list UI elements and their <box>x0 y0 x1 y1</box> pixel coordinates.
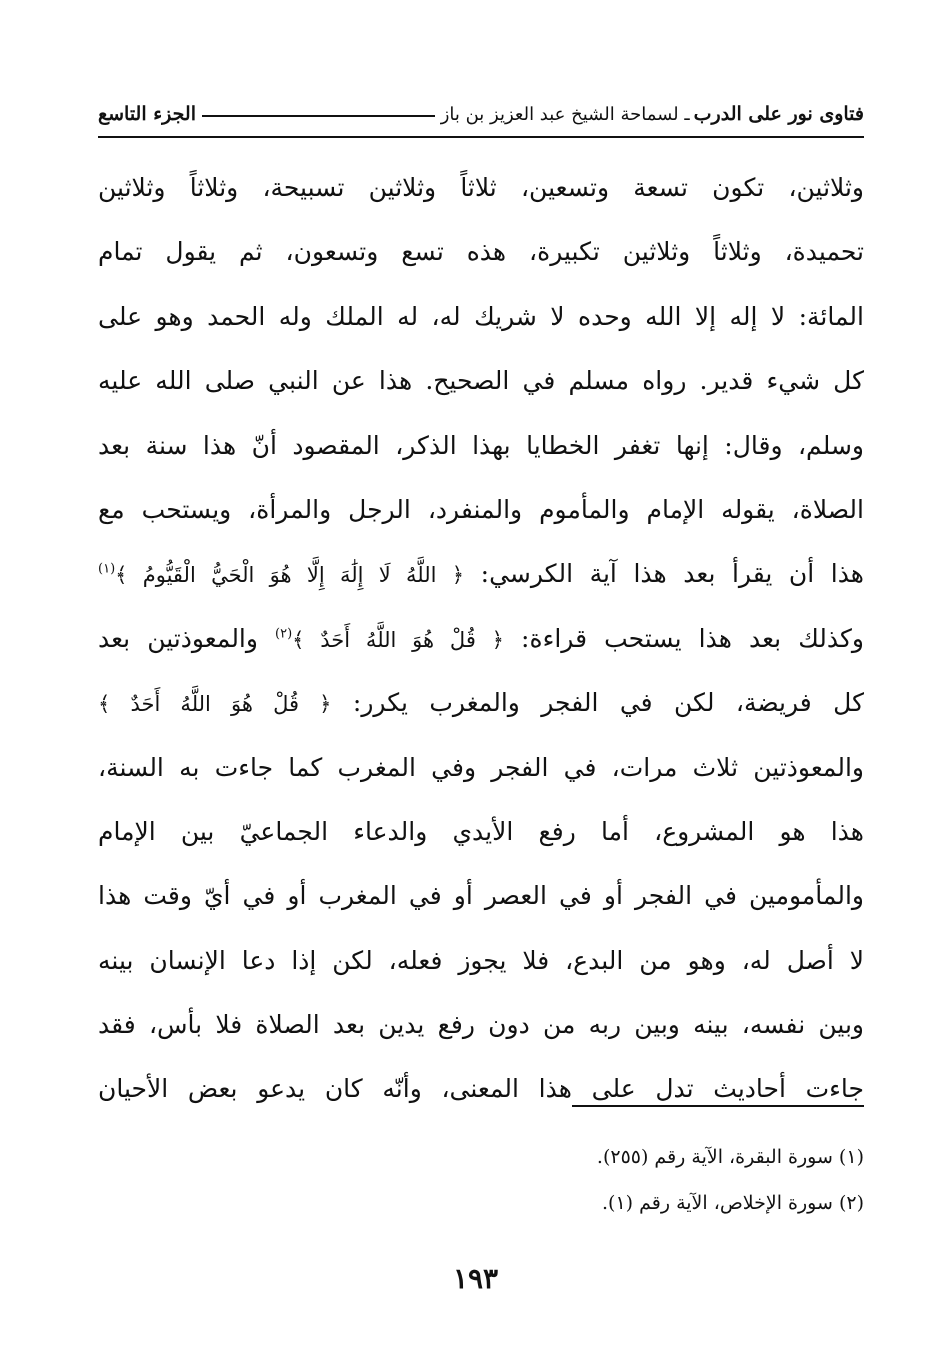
line-text: كل فريضة، لكن في الفجر والمغرب يكرر: <box>331 688 864 718</box>
quran-verse: ﴿ قُلْ هُوَ اللَّهُ أَحَدٌ ﴾ <box>98 692 332 717</box>
footnote-marker: (٢) <box>275 626 293 642</box>
text-line: تحميدة، وثلاثاً وثلاثين تكبيرة، هذه تسع وتسعون، ثم يقول تمام <box>98 237 864 267</box>
text-line: هذا هو المشروع، أما رفع الأيدي والدعاء الجماعيّ بين الإمام <box>98 816 864 846</box>
text-line: وسلم، وقال: إنها تغفر الخطايا بهذا الذكر، المقصود أنّ هذا سنة بعد <box>98 430 864 460</box>
footnote: (٢) سورة الإخلاص، الآية رقم (١). <box>602 1192 864 1214</box>
text-line: المائة: لا إله إلا الله وحده لا شريك له، له الملك وله الحمد وهو على <box>98 301 864 331</box>
footnote: (١) سورة البقرة، الآية رقم (٢٥٥). <box>596 1146 864 1168</box>
quran-verse: ﴿ قُلْ هُوَ اللَّهُ أَحَدٌ ﴾ <box>292 627 504 652</box>
header-dash-rule <box>202 115 435 117</box>
text-line: والمعوذتين ثلاث مرات، في الفجر وفي المغرب كما جاءت به السنة، <box>98 752 864 782</box>
line-text: وكذلك بعد هذا يستحب قراءة: <box>503 623 864 653</box>
text-line: والمأمومين في الفجر أو في العصر أو في المغرب أو في أيّ وقت هذا <box>98 881 864 911</box>
text-line: الصلاة، يقوله الإمام والمأموم والمنفرد، الرجل والمرأة، ويستحب مع <box>98 494 864 524</box>
text-line <box>98 542 864 606</box>
footnote-separator <box>572 1105 864 1107</box>
quran-verse: ﴿ اللَّهُ لَا إِلَٰهَ إِلَّا هُوَ الْحَيُّ الْقَيُّومُ ﴾ <box>115 563 465 588</box>
footnote-marker: (١) <box>98 562 116 578</box>
volume-label: الجزء التاسع <box>98 103 196 125</box>
text-line <box>98 607 864 671</box>
running-header <box>98 92 864 136</box>
header-underline <box>98 136 864 138</box>
body-text <box>98 156 864 1122</box>
text-line <box>98 671 864 735</box>
book-series-title: فتاوى نور على الدرب <box>693 103 864 125</box>
line-text: هذا أن يقرأ بعد هذا آية الكرسي: <box>464 559 864 589</box>
footnotes <box>597 1134 864 1226</box>
text-line: وبين نفسه، بينه وبين ربه من دون رفع يدين بعد الصلاة فلا بأس، فقد <box>98 1010 864 1040</box>
page-number: ١٩٣ <box>452 1262 499 1295</box>
header-author: ـ لسماحة الشيخ عبد العزيز بن باز <box>440 103 690 125</box>
line-text: والمعوذتين بعد <box>98 623 276 653</box>
text-line: وثلاثين، تكون تسعة وتسعين، ثلاثاً وثلاثين تسبيحة، وثلاثاً وثلاثين <box>98 173 864 202</box>
text-line: كل شيء قدير. رواه مسلم في الصحيح. هذا عن النبي صلى الله عليه <box>98 366 864 396</box>
text-line: جاءت أحاديث تدل على هذا المعنى، وأنّه كان يدعو بعض الأحيان <box>98 1074 864 1104</box>
text-line: لا أصل له، وهو من البدع، فلا يجوز فعله، لكن إذا دعا الإنسان بينه <box>98 945 864 975</box>
